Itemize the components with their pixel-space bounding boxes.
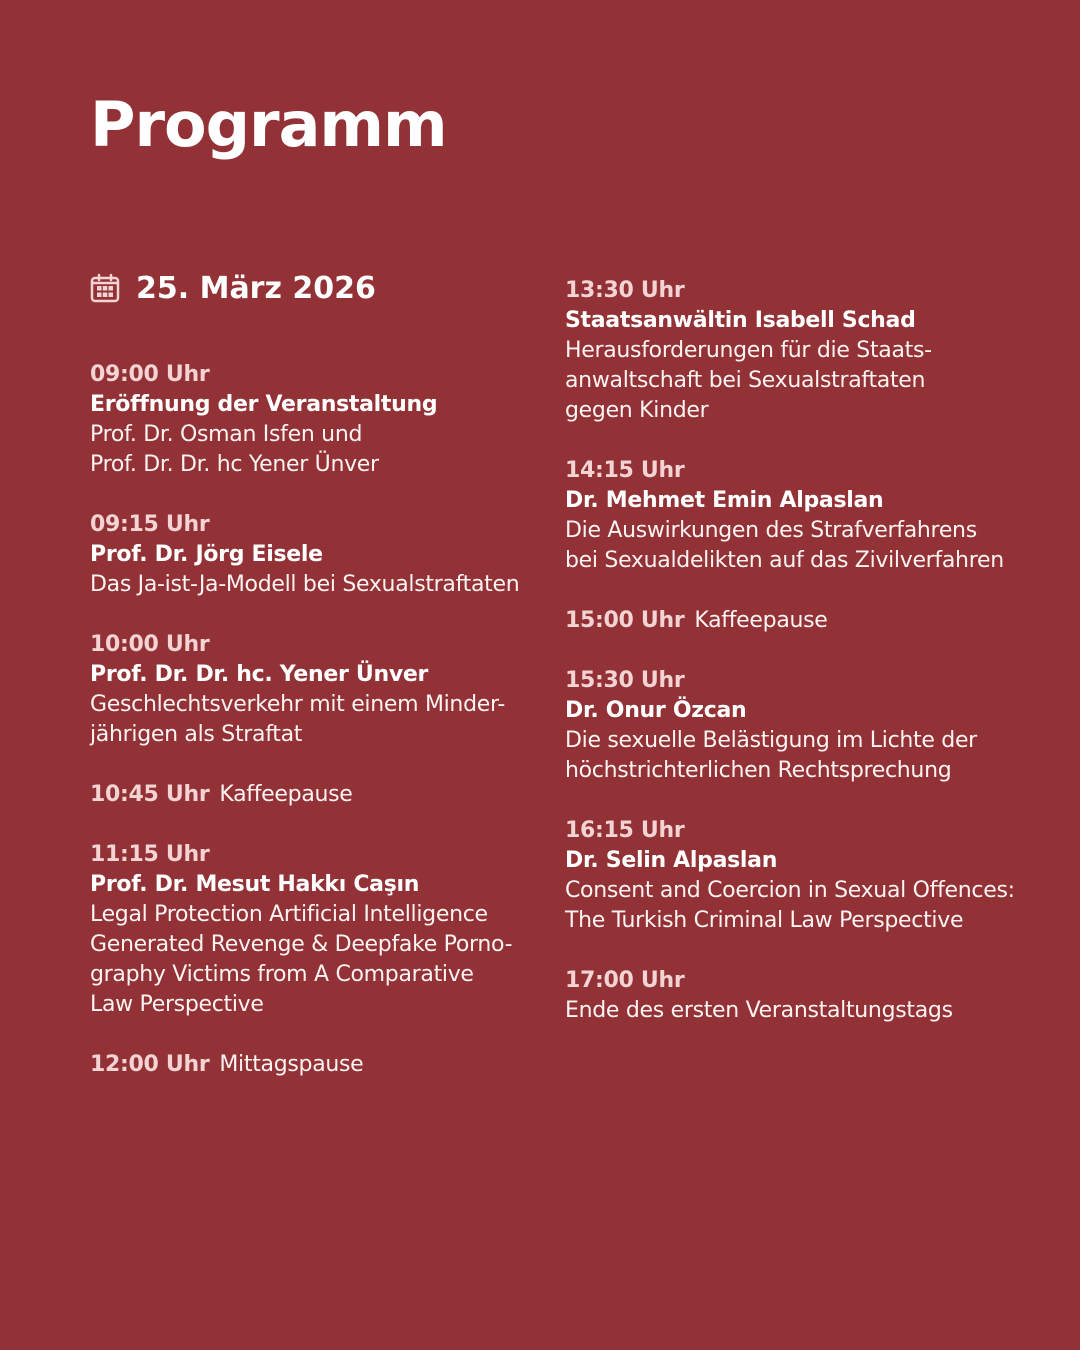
entry-description-line: The Turkish Criminal Law Perspective xyxy=(565,908,964,933)
entry-time: 10:00 Uhr xyxy=(90,632,210,657)
break-label: Kaffeepause xyxy=(219,782,353,807)
schedule-entry xyxy=(565,816,1035,936)
schedule-left-column xyxy=(90,266,560,1110)
entry-description-line: Law Perspective xyxy=(90,992,264,1017)
entry-speaker: Eröffnung der Veranstaltung xyxy=(90,392,438,417)
schedule-entry xyxy=(565,966,1035,1026)
entry-time: 16:15 Uhr xyxy=(565,818,685,843)
entry-time: 11:15 Uhr xyxy=(90,842,210,867)
entry-speaker: Dr. Onur Özcan xyxy=(565,698,747,723)
entry-description-line: Das Ja-ist-Ja-Modell bei Sexualstraftaten xyxy=(90,572,520,597)
schedule-entry xyxy=(90,630,560,750)
entry-description-line: Herausforderungen für die Staats- xyxy=(565,338,932,363)
entry-speaker: Dr. Selin Alpaslan xyxy=(565,848,778,873)
entry-description-line: Consent and Coercion in Sexual Offences: xyxy=(565,878,1015,903)
entry-description-line: Ende des ersten Veranstaltungstags xyxy=(565,998,953,1023)
entry-time: 10:45 Uhr xyxy=(90,782,210,807)
schedule-entry xyxy=(565,456,1035,576)
entry-description-line: Die Auswirkungen des Strafverfahrens xyxy=(565,518,977,543)
entry-speaker: Prof. Dr. Jörg Eisele xyxy=(90,542,323,567)
entry-time: 09:15 Uhr xyxy=(90,512,210,537)
entry-time: 15:30 Uhr xyxy=(565,668,685,693)
entry-description-line: jährigen als Straftat xyxy=(90,722,303,747)
schedule-entry xyxy=(90,1050,560,1080)
entry-description-line: Legal Protection Artificial Intelligence xyxy=(90,902,488,927)
calendar-icon xyxy=(90,273,120,303)
entry-description-line: gegen Kinder xyxy=(565,398,709,423)
date-label: 25. März 2026 xyxy=(136,270,376,306)
break-label: Mittagspause xyxy=(219,1052,364,1077)
break-label: Kaffeepause xyxy=(694,608,828,633)
schedule-entry xyxy=(565,606,1035,636)
entry-speaker: Prof. Dr. Mesut Hakkı Caşın xyxy=(90,872,420,897)
entry-time: 15:00 Uhr xyxy=(565,608,685,633)
entry-description-line: graphy Victims from A Comparative xyxy=(90,962,474,987)
entry-description-line: Generated Revenge & Deepfake Porno- xyxy=(90,932,513,957)
entry-description-line: bei Sexualdelikten auf das Zivilverfahren xyxy=(565,548,1004,573)
event-date xyxy=(90,266,560,310)
schedule-entry xyxy=(90,780,560,810)
entry-time: 13:30 Uhr xyxy=(565,278,685,303)
schedule-entry xyxy=(565,276,1035,426)
entry-description-line: Prof. Dr. Osman Isfen und xyxy=(90,422,363,447)
entry-time: 12:00 Uhr xyxy=(90,1052,210,1077)
schedule-entry xyxy=(90,510,560,600)
entry-time: 09:00 Uhr xyxy=(90,362,210,387)
schedule-entry xyxy=(90,360,560,480)
page-title: Programm xyxy=(90,88,447,161)
schedule-entry xyxy=(565,666,1035,786)
entry-time: 14:15 Uhr xyxy=(565,458,685,483)
entry-description-line: Prof. Dr. Dr. hc Yener Ünver xyxy=(90,452,379,477)
entry-speaker: Prof. Dr. Dr. hc. Yener Ünver xyxy=(90,662,429,687)
schedule-right-column xyxy=(565,276,1035,1056)
entry-description-line: Die sexuelle Belästigung im Lichte der xyxy=(565,728,977,753)
entry-description-line: anwaltschaft bei Sexualstraftaten xyxy=(565,368,926,393)
entry-description-line: höchstrichterlichen Rechtsprechung xyxy=(565,758,952,783)
entry-speaker: Staatsanwältin Isabell Schad xyxy=(565,308,916,333)
entry-time: 17:00 Uhr xyxy=(565,968,685,993)
entry-speaker: Dr. Mehmet Emin Alpaslan xyxy=(565,488,884,513)
schedule-entry xyxy=(90,840,560,1020)
entry-description-line: Geschlechtsverkehr mit einem Minder- xyxy=(90,692,505,717)
